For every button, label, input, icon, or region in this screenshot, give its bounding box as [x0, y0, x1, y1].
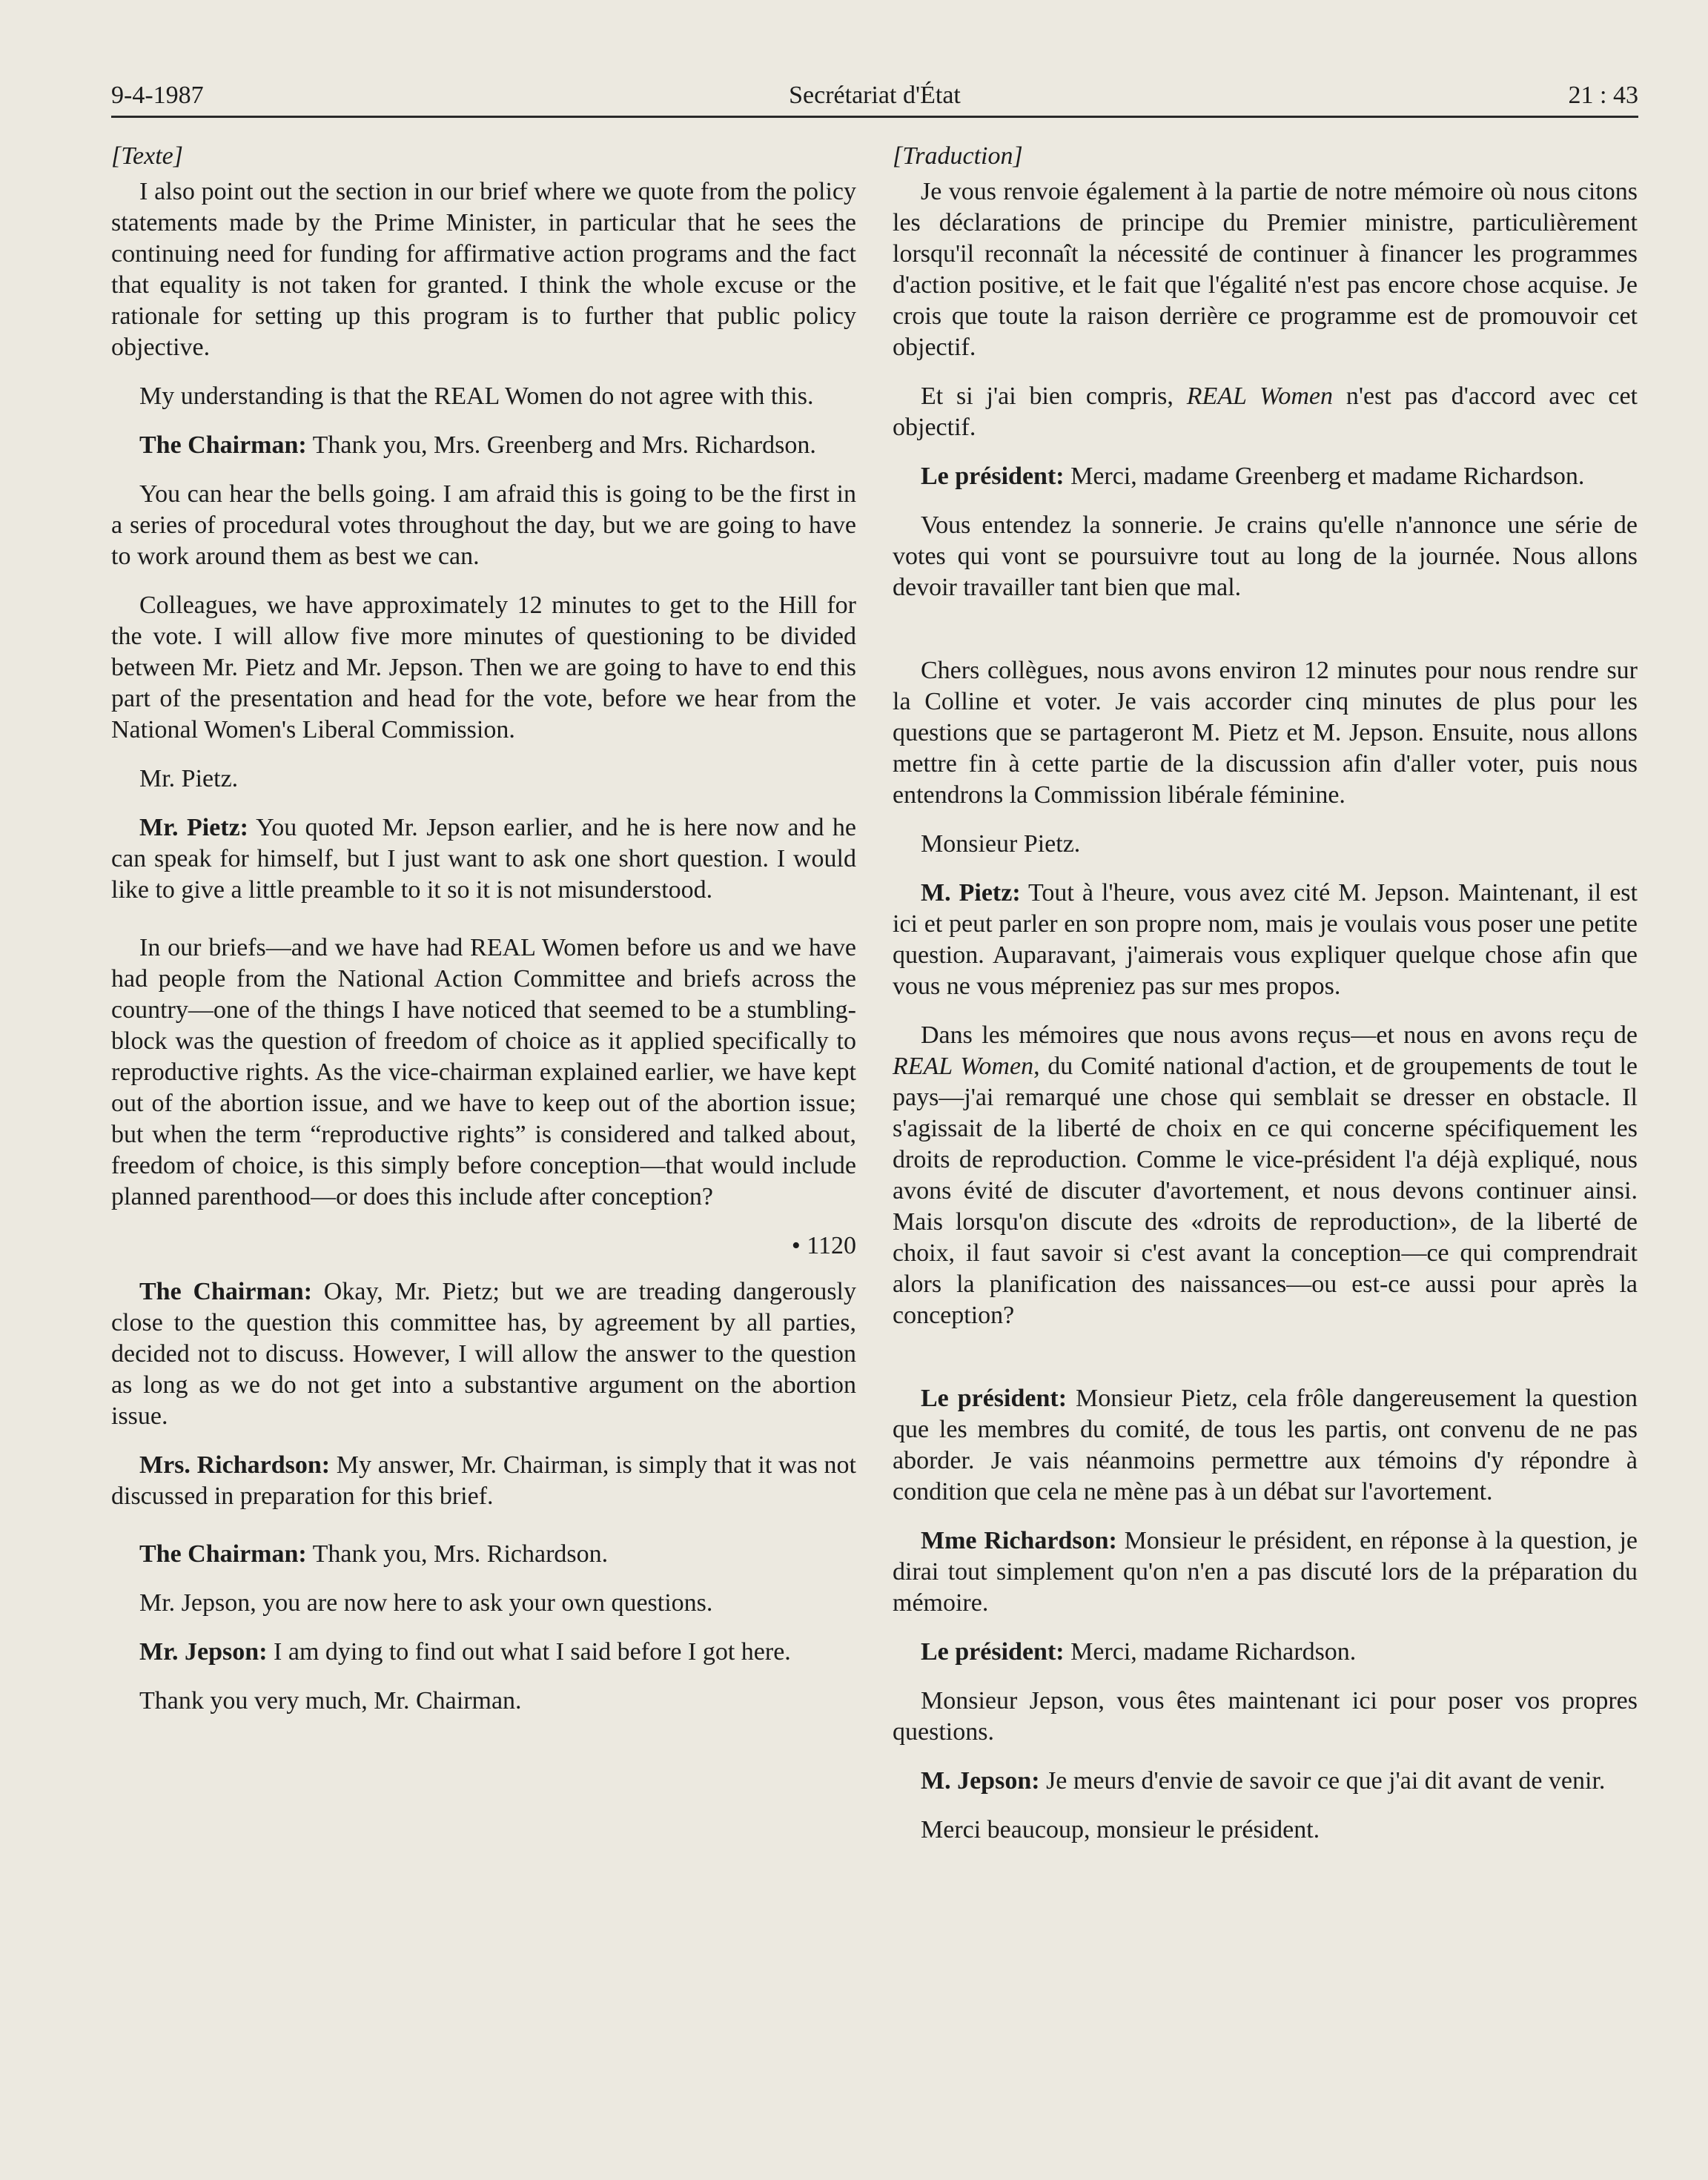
paragraph: Merci beaucoup, monsieur le président.: [921, 1816, 1320, 1843]
speech-text: My answer, Mr. Chairman, is simply that it was not discussed in preparation for this brief.: [111, 1451, 856, 1510]
section-label-texte: [Texte]: [111, 142, 183, 170]
speech-text: Merci, madame Greenberg et madame Richardson.: [1064, 463, 1585, 490]
english-column: [111, 141, 856, 1735]
paragraph: [893, 1383, 1638, 1508]
speech-text: Monsieur le président, en réponse à la question, je dirai tout simplement qu'on n'en a pas discuté lors de la préparation du mémoire.: [893, 1527, 1638, 1617]
paragraph: Mr. Pietz.: [139, 765, 239, 792]
header-date: 9-4-1987: [111, 82, 204, 109]
paragraph: [893, 461, 1638, 492]
time-marker: • 1120: [791, 1232, 856, 1259]
speech-text: n'est pas d'accord avec cet objectif.: [893, 382, 1638, 441]
paragraph: Je vous renvoie également à la partie de notre mémoire où nous citons les déclarations de principe du Premier ministre, particulièrement lorsqu'il reconnaît la nécessité de continuer à financer les programmes d'action positive, et le fait que l'égalité n'est pas encore chose acquise. Je crois que toute la raison derrière ce programme est de promouvoir cet objectif.: [893, 178, 1638, 361]
paragraph: [111, 1539, 856, 1570]
paragraph: Thank you very much, Mr. Chairman.: [139, 1687, 522, 1714]
paragraph: You can hear the bells going. I am afraid this is going to be the first in a series of procedural votes throughout the day, but we are going to have to work around them as best we can.: [111, 480, 856, 570]
paragraph: [893, 1637, 1638, 1668]
speaker-name: Mme Richardson:: [921, 1527, 1117, 1554]
section-label-traduction: [Traduction]: [893, 142, 1023, 170]
paragraph: [893, 381, 1638, 443]
paragraph: [111, 1637, 856, 1668]
paragraph: [111, 430, 856, 461]
speaker-name: Mr. Jepson:: [139, 1638, 268, 1666]
paragraph: [893, 1020, 1638, 1331]
header-page-number: 21 : 43: [1568, 82, 1638, 109]
speaker-name: Le président:: [921, 1385, 1068, 1412]
paragraph: [893, 1766, 1638, 1797]
paragraph: I also point out the section in our brief where we quote from the policy statements made by the Prime Minister, in particular that he sees the continuing need for funding for affirmative action programs and the fact that equality is not taken for granted. I think the whole excuse or the rationale for setting up this program is to further that public policy objective.: [111, 178, 856, 361]
organization-name: REAL Women: [1186, 382, 1334, 410]
speech-text: , du Comité national d'action, et de groupements de tout le pays—j'ai remarqué une chose qui semblait se dresser en obstacle. Il s'agissait de la liberté de choix en ce qui concerne spécifiquement les droits de reproduction. Comme le vice-président l'a déjà expliqué, nous avons évité de discuter d'avortement, et nous devons continuer ainsi. Mais lorsqu'on discute des «droits de reproduction», de la liberté de choix, il faut savoir si c'est avant la conception—ce qui comprendrait alors la planification des naissances—ou est-ce aussi pour après la conception?: [893, 1053, 1638, 1329]
speaker-name: Mr. Pietz:: [139, 814, 248, 841]
speech-text: Et si j'ai bien compris,: [921, 382, 1187, 410]
header-title: Secrétariat d'État: [789, 82, 961, 109]
paragraph: Monsieur Pietz.: [921, 830, 1081, 858]
speaker-name: The Chairman:: [139, 431, 307, 459]
speaker-name: Mrs. Richardson:: [139, 1451, 331, 1479]
speaker-name: Le président:: [921, 463, 1065, 490]
speaker-name: M. Pietz:: [921, 879, 1021, 907]
speech-text: You quoted Mr. Jepson earlier, and he is here now and he can speak for himself, but I just want to ask one short question. I would like to give a little preamble to it so it is not misunderstood.: [111, 814, 856, 904]
speech-text: Dans les mémoires que nous avons reçus—et nous en avons reçu de: [921, 1021, 1638, 1049]
paragraph: My understanding is that the REAL Women do not agree with this.: [139, 382, 814, 410]
speech-text: Merci, madame Richardson.: [1064, 1638, 1357, 1666]
paragraph: Vous entendez la sonnerie. Je crains qu'elle n'annonce une série de votes qui vont se poursuivre tout au long de la journée. Nous allons devoir travailler tant bien que mal.: [893, 511, 1638, 601]
speech-text: Monsieur Pietz, cela frôle dangereusement la question que les membres du comité, de tous les partis, ont convenu de ne pas aborder. Je vais néanmoins permettre aux témoins d'y répondre à condition que cela ne mène pas à un débat sur l'avortement.: [893, 1385, 1638, 1505]
page-header: [111, 79, 1638, 118]
speaker-name: The Chairman:: [139, 1278, 313, 1305]
paragraph: In our briefs—and we have had REAL Women before us and we have had people from the National Action Committee and briefs across the country—one of the things I have noticed that seemed to be a stumbling-block was the question of freedom of choice as it applied specifically to reproductive rights. As the vice-chairman explained earlier, we have kept out of the abortion issue, and we have to keep out of the abortion issue; but when the term “reproductive rights” is considered and talked about, freedom of choice, is this simply before conception—that would include planned parenthood—or does this include after conception?: [111, 934, 856, 1210]
paragraph: [111, 812, 856, 906]
paragraph: Colleagues, we have approximately 12 minutes to get to the Hill for the vote. I will allow five more minutes of questioning to be divided between Mr. Pietz and Mr. Jepson. Then we are going to have to end this part of the presentation and head for the vote, before we hear from the National Women's Liberal Commission.: [111, 592, 856, 743]
speaker-name: M. Jepson:: [921, 1767, 1040, 1795]
speech-text: Thank you, Mrs. Richardson.: [306, 1540, 609, 1568]
speaker-name: The Chairman:: [139, 1540, 307, 1568]
speech-text: Je meurs d'envie de savoir ce que j'ai dit avant de venir.: [1039, 1767, 1606, 1795]
speaker-name: Le président:: [921, 1638, 1065, 1666]
speech-text: Tout à l'heure, vous avez cité M. Jepson. Maintenant, il est ici et peut parler en son propre nom, mais je voulais vous poser une petite question. Auparavant, j'aimerais vous expliquer quelque chose afin que vous ne vous mépreniez pas sur mes propos.: [893, 879, 1638, 1000]
paragraph: [111, 1276, 856, 1432]
french-column: [893, 141, 1638, 1863]
paragraph: Chers collègues, nous avons environ 12 minutes pour nous rendre sur la Colline et voter. Je vais accorder cinq minutes de plus pour les questions que se partageront M. Pietz et M. Jepson. Ensuite, nous allons mettre fin à cette partie de la discussion afin d'aller voter, puis nous entendrons la Commission libérale féminine.: [893, 657, 1638, 809]
paragraph: Mr. Jepson, you are now here to ask your own questions.: [139, 1589, 713, 1617]
paragraph: [893, 878, 1638, 1002]
paragraph: [893, 1525, 1638, 1619]
speech-text: I am dying to find out what I said before I got here.: [267, 1638, 791, 1666]
paragraph: [111, 1450, 856, 1512]
speech-text: Thank you, Mrs. Greenberg and Mrs. Richardson.: [306, 431, 816, 459]
speech-text: Okay, Mr. Pietz; but we are treading dangerously close to the question this committee has, by agreement by all parties, decided not to discuss. However, I will allow the answer to the question as long as we do not get into a substantive argument on the abortion issue.: [111, 1278, 856, 1430]
paragraph: Monsieur Jepson, vous êtes maintenant ici pour poser vos propres questions.: [893, 1687, 1638, 1746]
organization-name: REAL Women: [893, 1053, 1034, 1080]
